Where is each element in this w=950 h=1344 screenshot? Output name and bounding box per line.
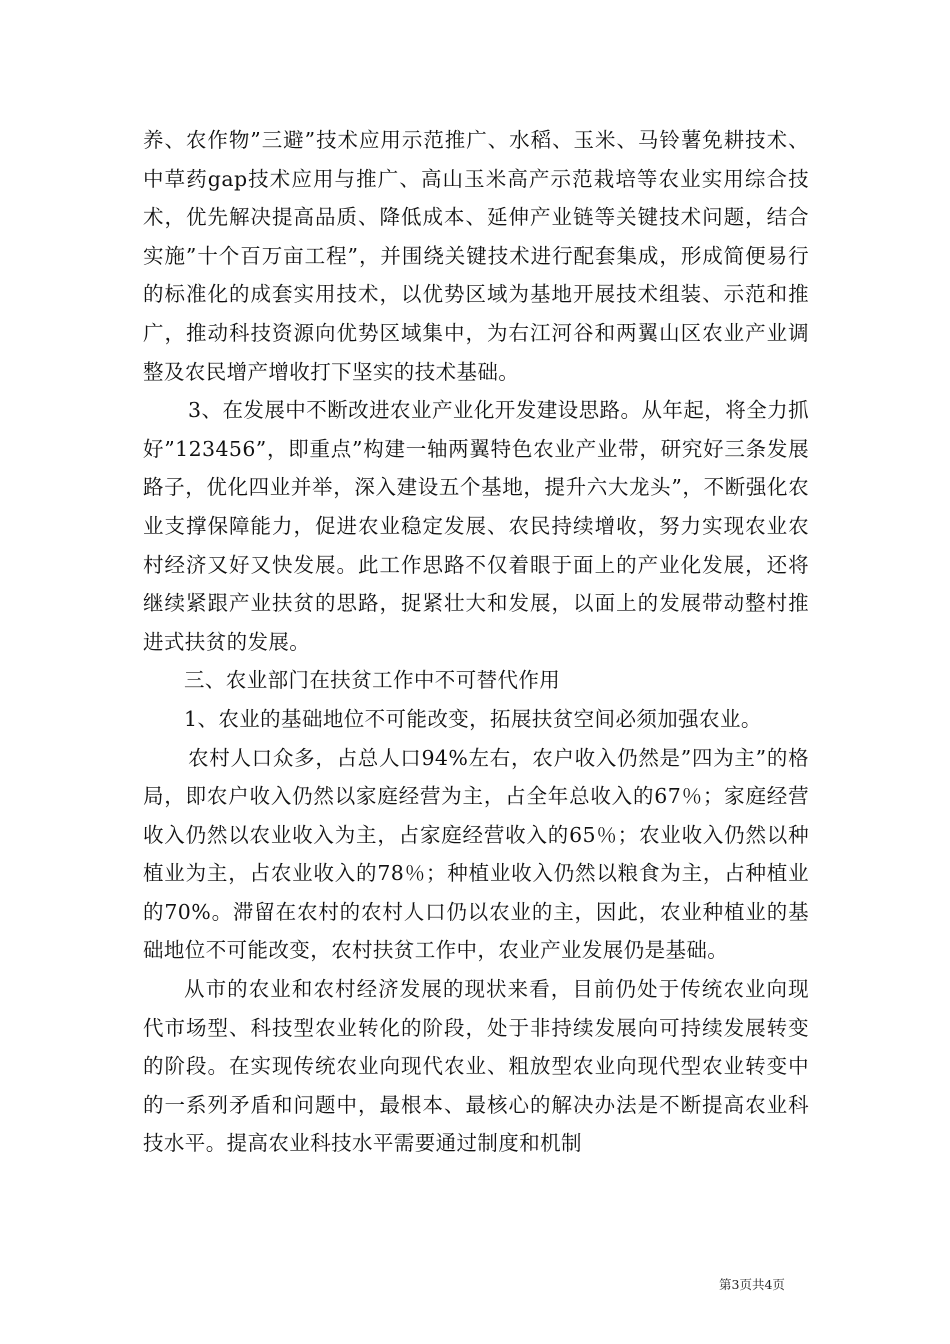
page-number: 第3页共4页 [719,1277,785,1292]
paragraph-industrialization-approach: 3、在发展中不断改进农业产业化开发建设思路。从年起，将全力抓好”123456”，即重点”构建一轴两翼特色农业产业带，研究好三条发展路子，优化四业并举，深入建设五个基地，提升六大龙头”，不断强化农业支撑保障能力，促进农业稳定发展、农民持续增收，努力实现农业农村经济又好又快发展。此工作思路不仅着眼于面上的产业化发展，还将继续紧跟产业扶贫的思路，捉紧壮大和发展，以面上的发展带动整村推进式扶贫的发展。 [143,398,809,654]
paragraph-rural-population: 农村人口众多，占总人口94%左右，农户收入仍然是”四为主”的格局，即农户收入仍然以家庭经营为主，占全年总收入的67％；家庭经营收入仍然以农业收入为主，占家庭经营收入的65％；农业收入仍然以种植业为主，占农业收入的78％；种植业收入仍然以粮食为主，占种植业的70%。滞留在农村的农村人口仍以农业的主，因此，农业种植业的基础地位不可能改变，农村扶贫工作中，农业产业发展仍是基础。 [143,745,809,963]
section-heading-irreplaceable-role: 三、农业部门在扶贫工作中不可替代作用 [184,668,561,693]
subheading-agriculture-foundation: 1、农业的基础地位不可能改变，拓展扶贫空间必须加强农业。 [184,706,762,731]
document-body [143,121,809,1163]
paragraph-current-status: 从市的农业和农村经济发展的现状来看，目前仍处于传统农业向现代市场型、科技型农业转化的阶段，处于非持续发展向可持续发展转变的阶段。在实现传统农业向现代农业、粗放型农业向现代型农业转变中的一系列矛盾和问题中，最根本、最核心的解决办法是不断提高农业科技水平。提高农业科技水平需要通过制度和机制 [143,977,809,1156]
paragraph-tech-promotion: 养、农作物”三避”技术应用示范推广、水稻、玉米、马铃薯免耕技术、中草药gap技术应用与推广、高山玉米高产示范栽培等农业实用综合技术，优先解决提高品质、降低成本、延伸产业链等关键技术问题，结合实施”十个百万亩工程”，并围绕关键技术进行配套集成，形成简便易行的标准化的成套实用技术，以优势区域为基地开展技术组装、示范和推广，推动科技资源向优势区域集中，为右江河谷和两翼山区农业产业调整及农民增产增收打下坚实的技术基础。 [143,128,809,384]
